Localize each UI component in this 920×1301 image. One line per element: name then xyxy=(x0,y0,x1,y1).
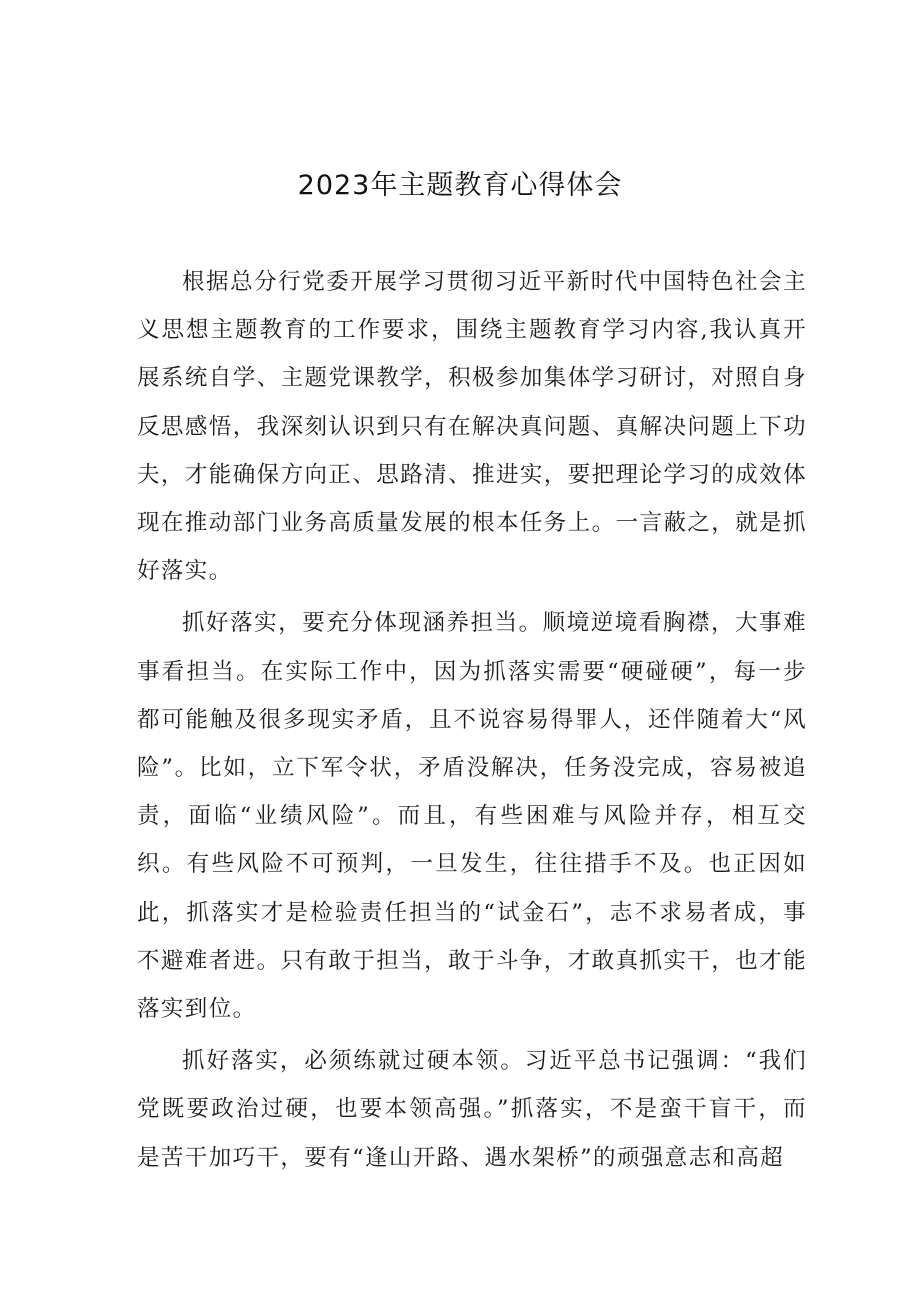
document-title: 2023年主题教育心得体会 xyxy=(297,170,623,201)
paragraph-1: 根据总分行党委开展学习贯彻习近平新时代中国特色社会主义思想主题教育的工作要求，围绕主题教育学习内容,我认真开展系统自学、主题党课教学，积极参加集体学习研讨，对照自身反思感悟，我深刻认识到只有在解决真问题、真解决问题上下功夫，才能确保方向正、思路清、推进实，要把理论学习的成效体现在推动部门业务高质量发展的根本任务上。一言蔽之，就是抓好落实。 xyxy=(137,269,807,585)
paragraph-2: 抓好落实，要充分体现涵养担当。顺境逆境看胸襟，大事难事看担当。在实际工作中，因为抓落实需要“硬碰硬”，每一步都可能触及很多现实矛盾，且不说容易得罪人，还伴随着大“风险”。比如，立下军令状，矛盾没解决，任务没完成，容易被追责，面临“业绩风险”。而且，有些困难与风险并存，相互交织。有些风险不可预判，一旦发生，往往措手不及。也正因如此，抓落实才是检验责任担当的“试金石”，志不求易者成，事不避难者进。只有敢于担当，敢于斗争，才敢真抓实干，也才能落实到位。 xyxy=(137,610,807,1023)
document-body xyxy=(137,258,807,1186)
paragraph-3: 抓好落实，必须练就过硬本领。习近平总书记强调：“我们党既要政治过硬，也要本领高强。”抓落实，不是蛮干盲干，而是苦干加巧干，要有“逢山开路、遇水架桥”的顽强意志和高超 xyxy=(137,1048,807,1171)
